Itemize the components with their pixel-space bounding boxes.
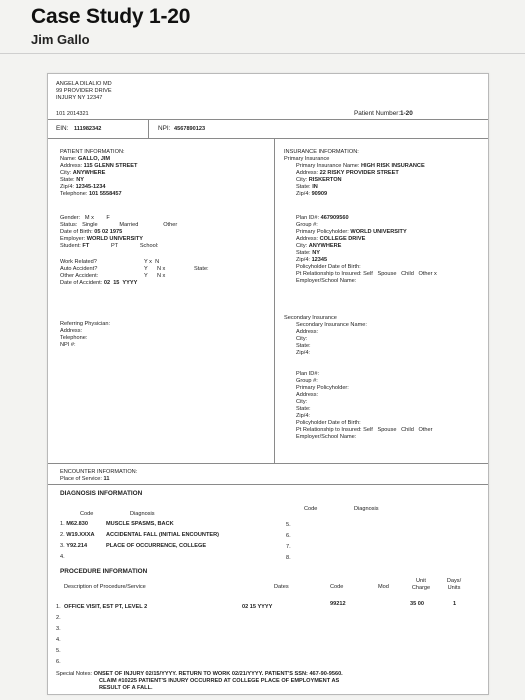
diag-num: 1. <box>60 521 65 527</box>
patient-number-label: Patient Number: <box>354 110 401 117</box>
notes-line-2: CLAIM #10225 PATIENT'S INJURY OCCURRED AT COLLEGE PLACE OF EMPLOYMENT AS <box>99 678 340 684</box>
diag-num-right: 8. <box>286 555 291 561</box>
diag-code-header-2: Code <box>304 506 318 512</box>
patient-state: NY <box>76 177 84 183</box>
sec-employer-label: Employer/School Name: <box>296 434 357 440</box>
divider <box>48 138 488 139</box>
proc-num: 3. <box>56 626 61 632</box>
sec-ph-dob-label: Policyholder Date of Birth: <box>296 420 361 426</box>
provider-address: 99 PROVIDER DRIVE <box>56 88 112 94</box>
plan-id-label: Plan ID#: <box>296 215 320 221</box>
patient-employer: WORLD UNIVERSITY <box>86 236 143 242</box>
date-of-accident: 02 15 YYYY <box>103 280 138 286</box>
diag-desc-header: Diagnosis <box>130 511 155 517</box>
ins-city-label: City: <box>296 177 308 183</box>
diag-desc: ACCIDENTAL FALL (INITIAL ENCOUNTER) <box>106 532 220 538</box>
sec-ph-address-label: Address: <box>296 392 319 398</box>
state-label: State: <box>60 177 75 183</box>
ins-name: HIGH RISK INSURANCE <box>360 163 425 169</box>
group-label: Group #: <box>296 222 318 228</box>
student-label: Student: <box>60 243 81 249</box>
sec-state-label: State: <box>296 343 311 349</box>
address-label: Address: <box>60 163 83 169</box>
proc-charge-header: Unit Charge <box>411 578 431 591</box>
dob-label: Date of Birth: <box>60 229 93 235</box>
diag-num-right: 6. <box>286 533 291 539</box>
ref-telephone: Telephone: <box>60 335 88 341</box>
case-form <box>47 73 489 695</box>
ins-name-label: Primary Insurance Name: <box>296 163 360 169</box>
diag-desc: MUSCLE SPASMS, BACK <box>106 521 174 527</box>
proc-code: 99212 <box>330 601 346 607</box>
proc-charge: 35 00 <box>410 601 424 607</box>
proc-num: 1. <box>56 604 61 610</box>
insurance-heading: INSURANCE INFORMATION: <box>284 149 359 155</box>
other-accident-value: Y N x <box>144 273 166 279</box>
plan-id: 467909560 <box>320 215 349 221</box>
sec-plan-label: Plan ID#: <box>296 371 320 377</box>
work-related-label: Work Related? <box>60 259 97 265</box>
ph-address-label: Address: <box>296 236 319 242</box>
column-divider <box>274 138 275 463</box>
provider-name: ANGELA DILALIO MD <box>56 81 112 87</box>
proc-desc-header: Description of Procedure/Service <box>64 584 146 590</box>
proc-num: 4. <box>56 637 61 643</box>
proc-units-header: Days/ Units <box>446 578 462 591</box>
place-of-service-label: Place of Service: <box>60 476 102 482</box>
diag-code-header: Code <box>80 511 94 517</box>
diag-code: M62.830 <box>66 521 89 527</box>
ph-address: COLLEGE DRIVE <box>319 236 366 242</box>
npi-label: NPI: <box>158 125 171 132</box>
proc-num: 6. <box>56 659 61 665</box>
policyholder-label: Primary Policyholder: <box>296 229 349 235</box>
work-related-value: Y x N <box>144 259 160 265</box>
diag-num: 4. <box>60 554 65 560</box>
ein-label: EIN: <box>56 125 69 132</box>
auto-accident-value: Y N x <box>144 266 166 272</box>
place-of-service: 11 <box>103 476 110 482</box>
ref-address: Address: <box>60 328 83 334</box>
sec-group-label: Group #: <box>296 378 318 384</box>
diag-num: 2. <box>60 532 65 538</box>
gender-field: Gender: M x F <box>60 215 110 221</box>
patient-phone: 101 5558457 <box>88 191 122 197</box>
proc-date: 02 15 YYYY <box>242 604 273 610</box>
ins-state: IN <box>312 184 318 190</box>
notes-line-3: RESULT OF A FALL. <box>99 685 153 691</box>
diag-num: 3. <box>60 543 65 549</box>
diag-desc-header-2: Diagnosis <box>354 506 379 512</box>
ph-city: ANYWHERE <box>308 243 342 249</box>
ins-zip-label: Zip/4: <box>296 191 310 197</box>
zip-label: Zip/4: <box>60 184 74 190</box>
proc-num: 2. <box>56 615 61 621</box>
ins-zip: 90909 <box>311 191 328 197</box>
patient-zip: 12345-1234 <box>75 184 106 190</box>
sec-ph-city-label: City: <box>296 399 308 405</box>
ph-state-label: State: <box>296 250 311 256</box>
encounter-heading: ENCOUNTER INFORMATION: <box>60 469 138 475</box>
ins-address: 22 RISKY PROVIDER STREET <box>319 170 399 176</box>
ph-zip-label: Zip/4: <box>296 257 310 263</box>
city-label: City: <box>60 170 72 176</box>
proc-num: 5. <box>56 648 61 654</box>
sec-city-label: City: <box>296 336 308 342</box>
ins-city: RISKERTON <box>308 177 342 183</box>
auto-accident-label: Auto Accident? <box>60 266 98 272</box>
ref-npi: NPI #: <box>60 342 76 348</box>
proc-units: 1 <box>453 601 457 607</box>
sec-relationship-field: Pt Relationship to Insured: Self Spouse Child Other <box>296 427 433 433</box>
sec-zip-label: Zip/4: <box>296 350 310 356</box>
ph-dob-label: Policyholder Date of Birth: <box>296 264 361 270</box>
divider <box>48 484 488 485</box>
patient-city: ANYWHERE <box>72 170 106 176</box>
ph-zip: 12345 <box>311 257 328 263</box>
page-title: Case Study 1-20 <box>31 5 191 28</box>
proc-mod-header: Mod <box>378 584 389 590</box>
secondary-insurance: Secondary Insurance <box>284 315 337 321</box>
divider <box>48 119 488 120</box>
sec-address-label: Address: <box>296 329 319 335</box>
patient-heading: PATIENT INFORMATION: <box>60 149 125 155</box>
doa-label: Date of Accident: <box>60 280 103 286</box>
special-notes-label: Special Notes: <box>56 671 93 677</box>
ins-state-label: State: <box>296 184 311 190</box>
sec-ph-state-label: State: <box>296 406 311 412</box>
notes-line-1: ONSET OF INJURY 02/15/YYYY. RETURN TO WORK 02/21/YYYY. PATIENT'S SSN: 467-90-9560. <box>93 671 343 677</box>
author-name: Jim Gallo <box>31 32 90 47</box>
sec-policyholder-label: Primary Policyholder: <box>296 385 349 391</box>
diag-code: W19.XXXA <box>66 532 95 538</box>
provider-city: INJURY NY 12347 <box>56 95 103 101</box>
sec-name-label: Secondary Insurance Name: <box>296 322 367 328</box>
accident-state-label: State: <box>194 266 209 272</box>
proc-desc: OFFICE VISIT, EST PT, LEVEL 2 <box>64 604 148 610</box>
telephone-label: Telephone: <box>60 191 88 197</box>
diag-code: Y92.214 <box>66 543 88 549</box>
patient-address: 115 GLENN STREET <box>83 163 138 169</box>
divider <box>48 463 488 464</box>
diag-num-right: 5. <box>286 522 291 528</box>
student-rest: PT School: <box>111 243 159 249</box>
diag-desc: PLACE OF OCCURRENCE, COLLEGE <box>106 543 207 549</box>
other-accident-label: Other Accident: <box>60 273 99 279</box>
ph-state: NY <box>312 250 320 256</box>
status-field: Status: Single Married Other <box>60 222 178 228</box>
diagnosis-heading: DIAGNOSIS INFORMATION <box>60 490 143 497</box>
proc-code-header: Code <box>330 584 344 590</box>
ein-value: 111982342 <box>74 126 102 132</box>
employer-label: Employer: <box>60 236 86 242</box>
procedure-heading: PROCEDURE INFORMATION <box>60 568 148 575</box>
ins-address-label: Address: <box>296 170 319 176</box>
patient-name: GALLO, JIM <box>78 156 111 162</box>
referring-physician: Referring Physician: <box>60 321 111 327</box>
policyholder: WORLD UNIVERSITY <box>350 229 407 235</box>
provider-phone: 101 2014321 <box>56 111 89 117</box>
npi-value: 4567890123 <box>174 126 206 132</box>
proc-dates-header: Dates <box>274 584 289 590</box>
primary-insurance: Primary Insurance <box>284 156 330 162</box>
patient-dob: 05 02 1975 <box>94 229 123 235</box>
employer-school-label: Employer/School Name: <box>296 278 357 284</box>
patient-number: 1-20 <box>400 110 413 117</box>
name-label: Name: <box>60 156 77 162</box>
student-status: FT <box>82 243 90 249</box>
diag-num-right: 7. <box>286 544 291 550</box>
title-divider <box>0 53 525 54</box>
divider <box>148 119 149 138</box>
relationship-field: Pt Relationship to Insured: Self Spouse Child Other x <box>296 271 437 277</box>
ph-city-label: City: <box>296 243 308 249</box>
sec-ph-zip-label: Zip/4: <box>296 413 310 419</box>
